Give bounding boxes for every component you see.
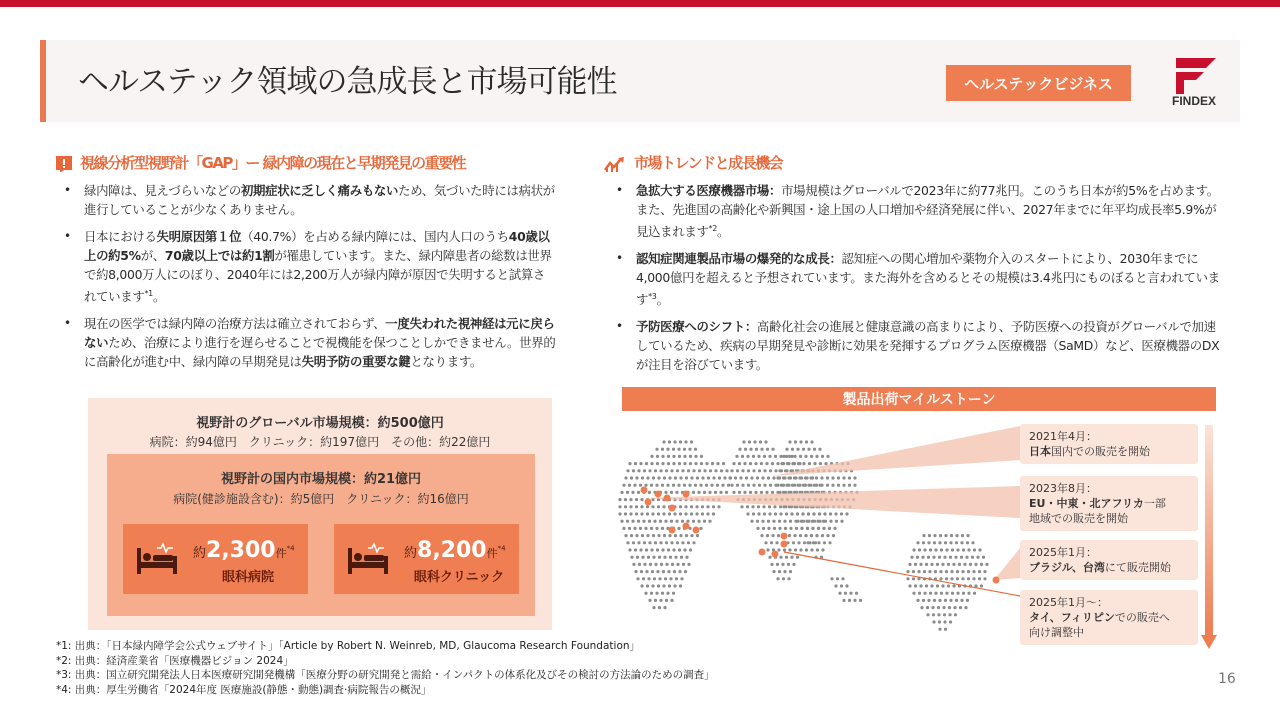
stat-value-clinic: 約8,200件$^{*4}$ [404, 538, 506, 563]
connector-asia [784, 552, 1020, 596]
right-bullet-3: • 予防医療へのシフト：高齢化社会の進展と健康意識の高まりにより、予防医療への投資がグローバルで加速しているため、疾病の早期発見や診断に効果を発揮するプログラム医療機器（SaMD）など、医療機器のDXが注目を浴びています。 [608, 317, 1224, 374]
domestic-market-title: 視野計の国内市場規模：約21億円 [220, 472, 422, 487]
domestic-market-breakdown: 病院(健診施設含む)：約5億円 クリニック：約16億円 [173, 492, 469, 506]
trend-up-icon [604, 156, 626, 172]
market-size-box [88, 398, 552, 630]
top-accent-bar [0, 0, 1280, 7]
footnote-2: *2: 出典：経済産業省「医療機器ビジョン 2024」 [56, 654, 294, 667]
left-bullet-3: • 現在の医学では緑内障の治療方法は確立されておらず、一度失われた視神経は元に戻らないため、治療により進行を遅らせることで視機能を保つことしかできません。世界的に高齢化が進む中、緑内障の早期発見は失明予防の重要な鍵となります。 [56, 314, 556, 371]
milestone-callout-japan: 2021年4月： 日本国内での販売を開始 [1020, 424, 1198, 464]
global-market-breakdown: 病院：約94億円 クリニック：約197億円 その他：約22億円 [149, 435, 491, 449]
timeline-arrow [1200, 425, 1218, 650]
header-accent-stripe [40, 40, 46, 122]
exclamation-icon [56, 156, 72, 172]
hospital-bed-icon [346, 542, 394, 576]
world-map-dots [618, 440, 988, 630]
world-map [612, 418, 1022, 648]
findex-logo [1158, 54, 1230, 114]
footnote-1: *1: 出典：「日本緑内障学会公式ウェブサイト」「Article by Robert N. Weinreb, MD, Glaucoma Research Foundation」 [56, 640, 641, 652]
page-title: ヘルステック領域の急成長と市場可能性 [78, 64, 617, 100]
milestone-callout-emea: 2023年8月： EU・中東・北アフリカ一部 地域での販売を開始 [1020, 476, 1198, 531]
right-bullet-2: • 認知症関連製品市場の爆発的な成長：認知症への関心増加や薬物介入のスタートにより、2030年までに4,000億円を超えると予想されています。また海外を含めるとその規模は3.4兆円にものぼると言われています$^{*3}$。 [608, 249, 1224, 309]
right-bullet-1: • 急拡大する医療機器市場：市場規模はグローバルで2023年に約77兆円。このうち日本が約5%を占めます。また、先進国の高齢化や新興国・途上国の人口増加や経済発展に伴い、2027年までに年平均成長率5.9%が見込まれます$^{*2}$。 [608, 181, 1224, 241]
stat-value-hospital: 約2,300件$^{*4}$ [193, 538, 295, 563]
connector-brazil [994, 548, 1020, 580]
stat-label-clinic: 眼科クリニック [413, 570, 505, 585]
left-bullet-list [56, 181, 556, 379]
left-bullet-1: • 緑内障は、見えづらいなどの初期症状に乏しく痛みもないため、気づいた時には病状が進行していることが少なくありません。 [56, 181, 556, 219]
stat-label-hospital: 眼科病院 [221, 570, 274, 585]
right-section-title [604, 152, 782, 173]
stat-card-hospital [123, 524, 308, 594]
footnotes [56, 639, 715, 697]
left-bullet-2: • 日本における失明原因第１位（40.7%）を占める緑内障には、国内人口のうち40歳以上の約5%が、70歳以上では約1割が罹患しています。また、緑内障患者の総数は世界で約8,000万人にのぼり、2040年には2,200万人が緑内障が原因で失明すると試算されています$^{*1}$。 [56, 227, 556, 306]
domestic-market-box [107, 454, 535, 616]
connector-japan [772, 426, 1020, 476]
stat-card-clinic [334, 524, 519, 594]
footnote-4: *4: 出典：厚生労働省「2024年度 医療施設(静態・動態)調査·病院報告の概況」 [56, 683, 432, 696]
global-market-title: 視野計のグローバル市場規模：約500億円 [196, 416, 444, 431]
logo-text: FINDEX [1171, 94, 1216, 108]
milestone-callout-brazil-taiwan: 2025年1月： ブラジル、台湾にて販売開始 [1020, 540, 1198, 580]
business-badge: ヘルステックビジネス [946, 65, 1131, 101]
left-section-title [56, 152, 465, 173]
left-section-title-text: 視線分析型視野計「GAP」ー 緑内障の現在と早期発見の重要性 [80, 154, 466, 172]
footnote-3: *3: 出典：国立研究開発法人日本医療研究開発機構「医療分野の研究開発と需給・インパクトの体系化及びその検討の方法論のための調査」 [56, 669, 715, 681]
right-bullet-list [608, 181, 1224, 382]
findex-logo-icon [1158, 54, 1230, 96]
milestone-header: 製品出荷マイルストーン [622, 387, 1216, 411]
page-number: 16 [1218, 671, 1236, 687]
right-section-title-text: 市場トレンドと成長機会 [634, 154, 783, 172]
hospital-bed-icon [135, 542, 183, 576]
slide-header [40, 40, 1240, 122]
milestone-callout-thailand-philippines: 2025年1月～： タイ、フィリピンでの販売へ 向け調整中 [1020, 590, 1198, 645]
